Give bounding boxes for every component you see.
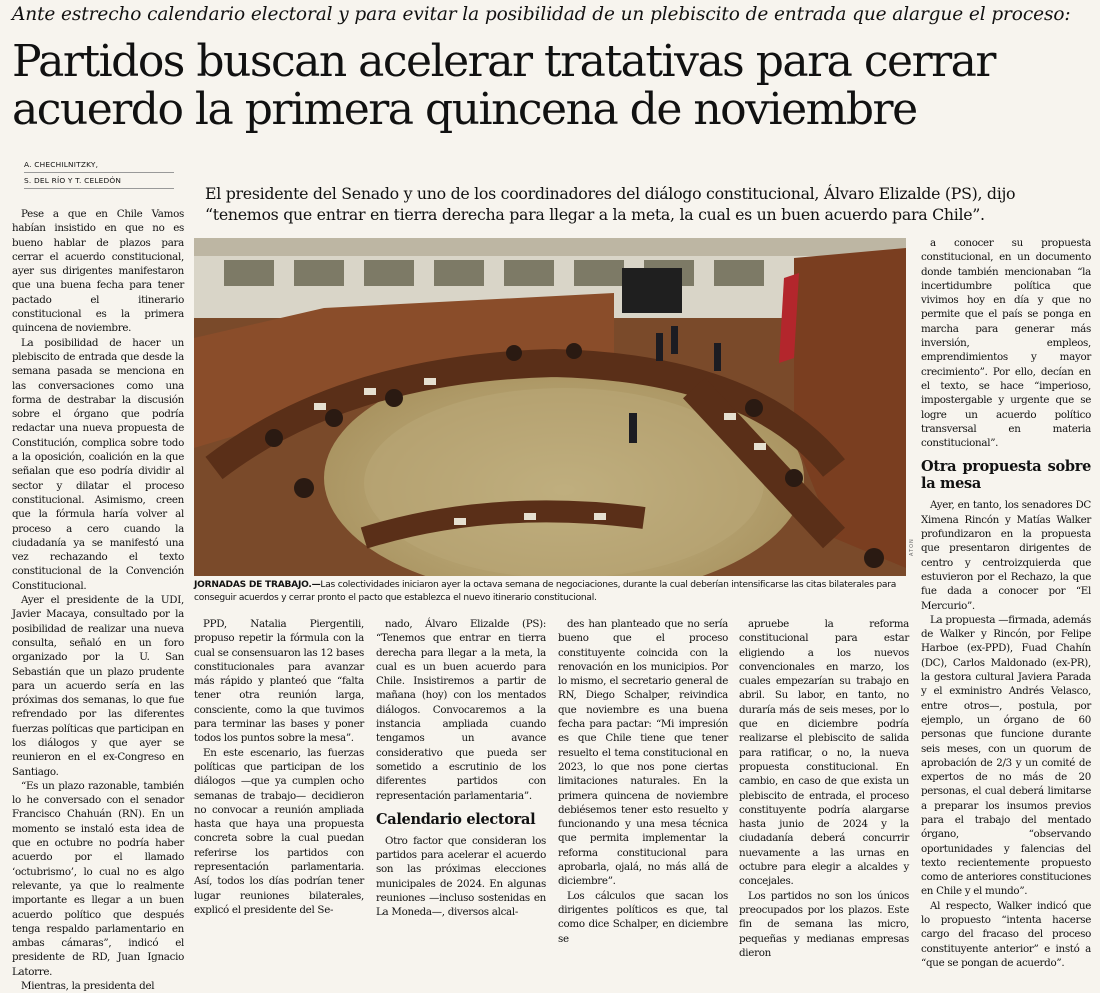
photo-credit: ATON: [909, 538, 915, 556]
paragraph: La posibilidad de hacer un plebiscito de entrada que desde la semana pasada se menciona en las conversaciones como una forma de destrabar la discusión sobre el órgano que podría redactar una nueva propuesta de Constitución, complica sobre todo a la oposición, coalición en la que señalan que eso podría dividir al sector y dilatar el proceso constitucional. Asimismo, creen que la fórmula haría volver al proceso a cero cuando la ciudadanía ya se manifestó una vez rechazando el texto constitucional de la Convención Constitucional.: [12, 336, 184, 592]
bajada: El presidente del Senado y uno de los coordinadores del diálogo constitucional, Álvaro Elizalde (PS), dijo “tenemos que entrar en tierra derecha para llegar a la meta, la cual es un buen acuerdo para Chile”.: [205, 184, 1016, 224]
senate-chamber-icon: [194, 238, 906, 576]
paragraph: Los cálculos que sacan los dirigentes políticos es que, tal como dice Schalper, en diciembre se: [558, 889, 728, 945]
byline-2: S. DEL RÍO Y T. CELEDÓN: [24, 176, 122, 185]
column-1: [12, 207, 184, 993]
paragraph: apruebe la reforma constitucional para estar eligiendo a los nuevos convencionales en marzo, los cuales empezarían su trabajo en abril. Su labor, en tanto, no duraría más de seis meses, por lo que en diciembre podría realizarse el plebiscito de salida para ratificar, o no, la nueva propuesta constitucional. En cambio, en caso de que exista un plebiscito de entrada, el proceso constituyente podría alargarse hasta junio de 2024 y la ciudadanía deberá concurrir nuevamente a las urnas en octubre para elegir a alcaldes y concejales.: [739, 618, 909, 888]
column-3: [376, 617, 546, 920]
subhead: Otra propuesta sobre la mesa: [921, 458, 1091, 493]
column-2: [194, 617, 364, 917]
caption-text: Las colectividades iniciaron ayer la octava semana de negociaciones, durante la cual deberían intensificarse las citas bilaterales para conseguir acuerdos y cerrar pronto el pacto que establezca el nuevo itinerario constitucional.: [194, 580, 897, 603]
paragraph: Ayer, en tanto, los senadores DC Ximena Rincón y Matías Walker profundizaron en la propuesta que presentaron dirigentes de centro y centroizquierda que estuvieron por el Rechazo, la que fue dada a conocer por “El Mercurio”.: [921, 499, 1091, 612]
paragraph: nado, Álvaro Elizalde (PS): “Tenemos que entrar en tierra derecha para llegar a la meta, la cual es un buen acuerdo para Chile. Insistiremos a partir de mañana (hoy) con los mentados diálogos. Convocaremos a la instancia ampliada cuando tengamos un avance considerativo que pueda ser sometido a escrutinio de los diferentes partidos con representación parlamentaria”.: [376, 618, 546, 802]
paragraph: Al respecto, Walker indicó que lo propuesto “intenta hacerse cargo del fracaso del proceso constituyente anterior” e instó a “que se pongan de acuerdo”.: [921, 899, 1091, 969]
byline-divider: [24, 188, 174, 189]
senate-chamber-photo: [194, 238, 906, 576]
kicker: Ante estrecho calendario electoral y para evitar la posibilidad de un plebiscito de entrada que alargue el proceso:: [12, 4, 1071, 25]
paragraph: Ayer el presidente de la UDI, Javier Macaya, consultado por la posibilidad de realizar una nueva consulta, señaló en un foro organizado por la U. San Sebastián que un plazo prudente para un acuerdo sería en las próximas dos semanas, lo que fue refrendado por las diferentes fuerzas políticas que participan en los diálogos y que ayer se reunieron en el ex-Congreso en Santiago.: [12, 594, 184, 778]
paragraph: a conocer su propuesta constitucional, en un documento donde también mencionaban “la incertidumbre política que vivimos hoy en día y que no permite que el país se ponga en marcha para generar más inversión, empleos, emprendimientos y mayor crecimiento”. Por ello, decían en el texto, se hace “imperioso, impostergable y urgente que se logre un acuerdo político transversal en materia constitucional”.: [921, 237, 1091, 450]
subhead: Calendario electoral: [376, 810, 536, 828]
column-5: [739, 617, 909, 960]
paragraph: La propuesta —firmada, además de Walker y Rincón, por Felipe Harboe (ex-PPD), Fuad Chahín (DC), Carlos Maldonado (ex-PR), la gestora cultural Javiera Parada y el exministro Andrés Velasco, entre otros—, postula, por ejemplo, un órgano de 60 personas que funcione durante seis meses, con un quorum de aprobación de 2/3 y un comité de expertos de no más de 20 personas, el cual deberá limitarse a preparar los insumos previos para el trabajo del mentado órgano, “observando oportunidades y falencias del texto recientemente propuesto como de anteriores constituciones en Chile y el mundo”.: [921, 613, 1091, 898]
paragraph: En este escenario, las fuerzas políticas que participan de los diálogos —que ya cumplen ocho semanas de trabajo— decidieron no convocar a reunión ampliada hasta que haya una propuesta concreta sobre la cual puedan referirse los partidos con representación parlamentaria. Así, todos los días podrían tener lugar reuniones bilaterales, explicó el presidente del Se-: [194, 746, 364, 916]
byline-1: A. CHECHILNITZKY,: [24, 160, 99, 169]
caption-lead: JORNADAS DE TRABAJO.—: [194, 580, 321, 590]
paragraph: Pese a que en Chile Vamos habían insistido en que no es bueno hablar de plazos para cerrar el acuerdo constitucional, ayer sus dirigentes manifestaron que una buena fecha para tener pactado el itinerario constitucional es la primera quincena de noviembre.: [12, 208, 184, 335]
paragraph: des han planteado que no sería bueno que el proceso constituyente coincida con la renovación en los municipios. Por lo mismo, el secretario general de RN, Diego Schalper, reivindica que noviembre es una buena fecha para pactar: “Mi impresión es que Chile tiene que tener resuelto el tema constitucional en 2023, lo que nos pone ciertas limitaciones naturales. En la primera quincena de noviembre debiésemos tener esto resuelto y funcionando y una mesa técnica que permita implementar la reforma constitucional para aprobarla, ojalá, no más allá de diciembre”.: [558, 618, 728, 888]
photo-caption: [194, 579, 906, 604]
headline: Partidos buscan acelerar tratativas para cerrar acuerdo la primera quincena de noviembre: [12, 36, 995, 135]
bylines: [24, 158, 174, 190]
paragraph: “Es un plazo razonable, también lo he conversado con el senador Francisco Chahuán (RN). En un momento se instaló esta idea de que en octubre no podría haber acuerdo por el llamado ‘octubrismo’, lo cual no es algo relevante, ya que lo realmente importante es llegar a un buen acuerdo político que después tenga respaldo parlamentario en ambas cámaras”, indicó el presidente de RD, Juan Ignacio Latorre.: [12, 779, 184, 978]
column-4: [558, 617, 728, 946]
paragraph: Mientras, la presidenta del: [21, 980, 155, 993]
column-6: [921, 236, 1091, 970]
byline-divider: [24, 172, 174, 173]
paragraph: Otro factor que consideran los partidos para acelerar el acuerdo son las próximas elecciones municipales de 2024. En algunas reuniones —incluso sostenidas en La Moneda—, diversos alcal-: [376, 834, 546, 919]
paragraph: Los partidos no son los únicos preocupados por los plazos. Este fin de semana las micro, pequeñas y medianas empresas dieron: [739, 889, 909, 959]
paragraph: PPD, Natalia Piergentili, propuso repetir la fórmula con la cual se consensuaron las 12 bases constitucionales para avanzar más rápido y planteó que “falta tener otra reunión larga, consciente, como la que tuvimos para terminar las bases y poner todos los puntos sobre la mesa”.: [194, 618, 364, 745]
